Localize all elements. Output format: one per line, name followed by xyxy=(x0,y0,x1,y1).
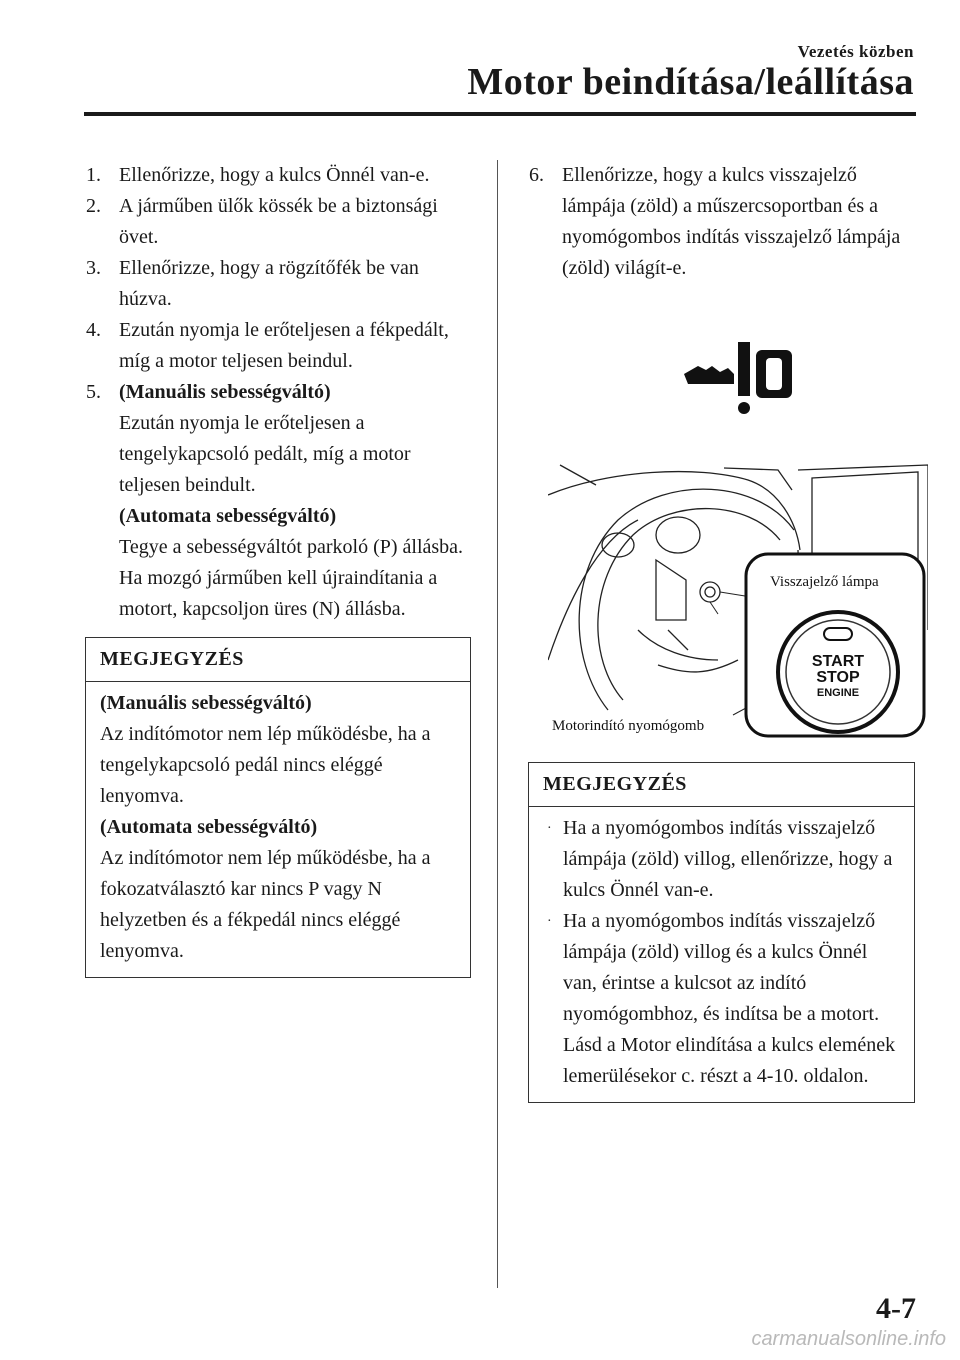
label-start-button: Motorindító nyomógomb xyxy=(552,718,705,734)
step-text: Ezután nyomja le erőteljesen a fékpedált, míg a motor teljesen beindul. xyxy=(119,319,449,372)
note-bullet xyxy=(543,813,902,906)
step-number: 3. xyxy=(86,257,101,279)
indicator-lamp xyxy=(824,628,852,640)
step-number: 5. xyxy=(86,381,101,403)
note-manual-label: (Manuális sebességváltó) xyxy=(100,692,312,714)
step-number: 4. xyxy=(86,319,101,341)
steps-list xyxy=(86,160,470,625)
dashboard-illustration xyxy=(548,330,928,750)
note-box-left xyxy=(85,637,471,978)
note-bullet xyxy=(543,906,902,1092)
step-2 xyxy=(86,191,470,253)
step-4 xyxy=(86,315,470,377)
note-auto-label: (Automata sebességváltó) xyxy=(100,816,318,838)
note-bullet-text: Ha a nyomógombos indítás visszajelző lámpája (zöld) villog, ellenőrizze, hogy a kulcs Önnél van-e. xyxy=(563,817,893,901)
note-body xyxy=(529,807,914,1102)
column-divider xyxy=(497,160,498,1288)
dashboard-figure xyxy=(548,330,928,750)
step-text: Ellenőrizze, hogy a kulcs visszajelző lámpája (zöld) a műszercsoportban és a nyomógombos indítás visszajelző lámpája (zöld) világít-e. xyxy=(562,164,901,279)
button-text-start: START xyxy=(811,653,865,670)
manual-transmission-label: (Manuális sebességváltó) xyxy=(119,381,331,403)
button-text-stop: STOP xyxy=(816,669,860,686)
step-number: 1. xyxy=(86,164,101,186)
automatic-transmission-text: Tegye a sebességváltót parkoló (P) állásba. Ha mozgó járműben kell újraindítania a motort, kapcsoljon üres (N) állásba. xyxy=(119,536,464,620)
subsection-title: Vezetés közben xyxy=(797,42,914,61)
section-title: Motor beindítása/leállítása xyxy=(467,61,914,103)
step-text: Ellenőrizze, hogy a rögzítőfék be van húzva. xyxy=(119,257,419,310)
note-body xyxy=(86,682,470,977)
note-manual-text: Az indítómotor nem lép működésbe, ha a tengelykapcsoló pedál nincs eléggé lenyomva. xyxy=(100,723,431,807)
step-3 xyxy=(86,253,470,315)
steps-list-right xyxy=(529,160,917,284)
step-1 xyxy=(86,160,470,191)
note-auto-text: Az indítómotor nem lép működésbe, ha a fokozatválasztó kar nincs P vagy N helyzetben és a fékpedál nincs eléggé lenyomva. xyxy=(100,847,431,962)
step-text: Ellenőrizze, hogy a kulcs Önnél van-e. xyxy=(119,164,430,186)
bullet-dot: · xyxy=(547,821,552,836)
header-rule xyxy=(84,112,916,116)
note-box-right xyxy=(528,762,915,1103)
label-indicator-lamp: Visszajelző lámpa xyxy=(770,574,879,590)
step-text: A járműben ülők kössék be a biztonsági övet. xyxy=(119,195,438,248)
step-5 xyxy=(86,377,470,625)
note-bullet-text: Ha a nyomógombos indítás visszajelző lámpája (zöld) villog és a kulcs Önnél van, érintse a kulcsot az indító nyomógombhoz, és indítsa be a motort. Lásd a Motor elindítása a kulcs elemének lemerülésekor c. részt a 4-10. oldalon. xyxy=(563,910,896,1087)
page-number: 4-7 xyxy=(876,1292,916,1325)
button-text-engine: ENGINE xyxy=(816,687,860,699)
key-warning-icon xyxy=(684,342,792,414)
automatic-transmission-label: (Automata sebességváltó) xyxy=(119,505,337,527)
footer-watermark: carmanualsonline.info xyxy=(751,1328,946,1350)
step-number: 2. xyxy=(86,195,101,217)
note-heading: MEGJEGYZÉS xyxy=(529,763,914,807)
manual-transmission-text: Ezután nyomja le erőteljesen a tengelykapcsoló pedált, míg a motor teljesen beindult. xyxy=(119,412,411,496)
bullet-dot: · xyxy=(547,914,552,929)
left-column xyxy=(86,160,470,625)
note-heading: MEGJEGYZÉS xyxy=(86,638,470,682)
step-number: 6. xyxy=(529,164,544,186)
right-column xyxy=(529,160,917,284)
button-callout-line xyxy=(710,602,718,614)
step-6 xyxy=(529,160,917,284)
note-bullets xyxy=(543,813,902,1092)
